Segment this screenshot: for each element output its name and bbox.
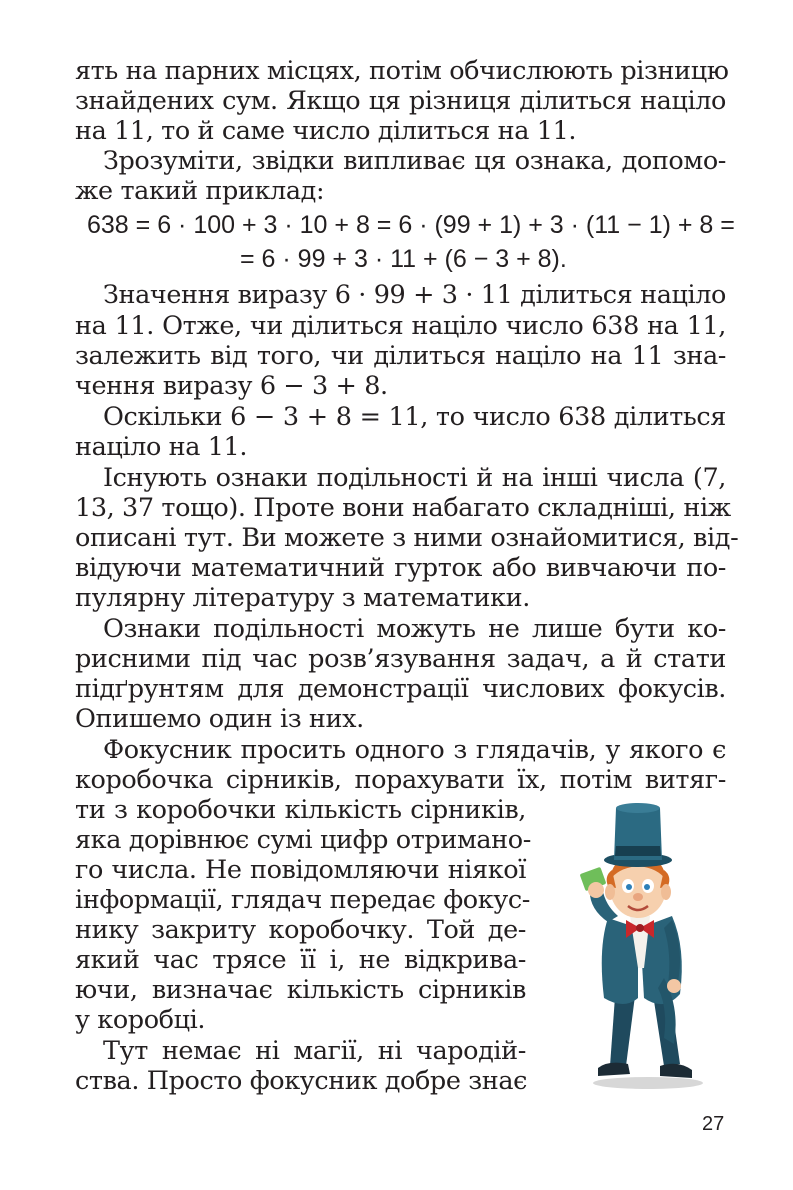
text-line: залежить від того, чи ділиться націло на 11 зна-: [75, 341, 726, 371]
text-line: який час трясе її і, не відкрива-: [75, 945, 526, 975]
text-line: го числа. Не повідомляючи ніякої: [75, 855, 526, 885]
text-line: підґрунтям для демонстрації числових фокусів.: [75, 674, 726, 704]
text-line: Існують ознаки подільності й на інші числа (7,: [103, 463, 726, 493]
text-line: знайдених сум. Якщо ця різниця ділиться націло: [75, 86, 726, 116]
text-line: Фокусник просить одного з глядачів, у якого є: [103, 735, 726, 765]
text-line: нику закриту коробочку. Той де-: [75, 915, 526, 945]
text-line: яка дорівнює сумі цифр отримано-: [75, 825, 531, 855]
text-line: ти з коробочки кількість сірників,: [75, 795, 526, 825]
text-line: чення виразу 6 − 3 + 8.: [75, 371, 388, 401]
text-line: 13, 37 тощо). Проте вони набагато складніші, ніж: [75, 493, 731, 523]
text-line: Ознаки подільності можуть не лише бути ко-: [103, 614, 726, 644]
text-line: Значення виразу 6 · 99 + 3 · 11 ділиться націло: [103, 280, 726, 310]
text-line: ять на парних місцях, потім обчислюють різницю: [75, 56, 729, 86]
text-line: націло на 11.: [75, 432, 248, 462]
text-line: Опишемо один із них.: [75, 704, 364, 734]
text-line: рисними під час розв’язування задач, а й стати: [75, 644, 726, 674]
text-line: на 11, то й саме число ділиться на 11.: [75, 116, 577, 146]
text-line: відуючи математичний гурток або вивчаючи по-: [75, 553, 726, 583]
text-line: коробочка сірників, порахувати їх, потім витяг-: [75, 765, 726, 795]
formula-line-1: 638 = 6 · 100 + 3 · 10 + 8 = 6 · (99 + 1) + 3 · (11 − 1) + 8 =: [87, 211, 735, 239]
formula-line-2: = 6 · 99 + 3 · 11 + (6 − 3 + 8).: [240, 245, 567, 273]
text-line: Зрозуміти, звідки випливає ця ознака, допомо-: [103, 146, 726, 176]
text-line: у коробці.: [75, 1005, 206, 1035]
text-line: на 11. Отже, чи ділиться націло число 638 на 11,: [75, 311, 726, 341]
text-line: же такий приклад:: [75, 176, 325, 206]
text-line: Тут немає ні магії, ні чародій-: [103, 1036, 526, 1066]
text-line: інформації, глядач передає фокус-: [75, 885, 531, 915]
text-line: ючи, визначає кількість сірників: [75, 975, 526, 1005]
text-line: ства. Просто фокусник добре знає: [75, 1066, 528, 1096]
text-line: пулярну літературу з математики.: [75, 583, 530, 613]
page-number: 27: [702, 1113, 725, 1135]
text-line: Оскільки 6 − 3 + 8 = 11, то число 638 ділиться: [103, 402, 726, 432]
magician-boy-icon: [568, 798, 728, 1094]
text-line: описані тут. Ви можете з ними ознайомитися, від-: [75, 523, 739, 553]
